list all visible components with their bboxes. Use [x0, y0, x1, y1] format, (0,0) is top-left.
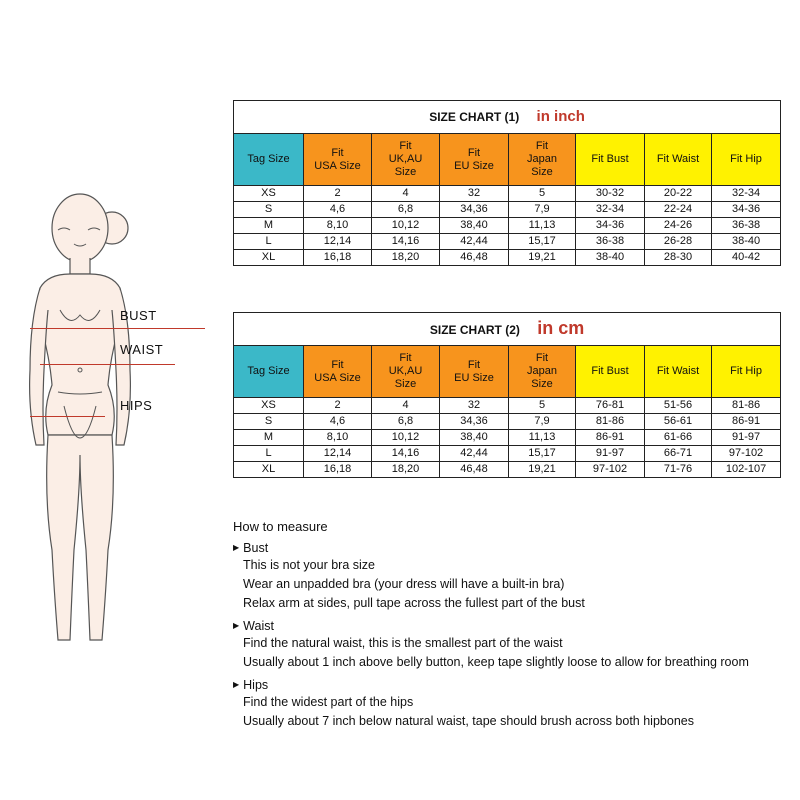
triangle-bullet-icon: ▶ [233, 680, 240, 689]
table-cell: 20-22 [645, 186, 712, 202]
measure-section-title [233, 539, 800, 556]
table-row [234, 414, 781, 430]
how-to-measure-heading: How to measure [233, 519, 328, 534]
table-row [234, 234, 781, 250]
table-cell: 15,17 [509, 234, 576, 250]
table-cell: 46,48 [440, 462, 509, 478]
header-usa-size: Fit USA Size [304, 134, 372, 186]
table-cell: 8,10 [304, 218, 372, 234]
table-cell: XL [234, 250, 304, 266]
table-cell: 86-91 [712, 414, 781, 430]
table-cell: 6,8 [372, 414, 440, 430]
table-cell: 4 [372, 398, 440, 414]
table-cell: 36-38 [576, 234, 645, 250]
table-cell: 4,6 [304, 414, 372, 430]
table-cell: 10,12 [372, 218, 440, 234]
table-cell: 46,48 [440, 250, 509, 266]
chart2-title: SIZE CHART (2) [429, 322, 520, 337]
table-cell: 97-102 [712, 446, 781, 462]
header-tag-size: Tag Size [234, 134, 304, 186]
table-cell: 56-61 [645, 414, 712, 430]
chart2-body [234, 398, 781, 478]
table-cell: 38,40 [440, 218, 509, 234]
measure-section [233, 617, 800, 672]
waist-label: WAIST [120, 342, 164, 357]
table-cell: 22-24 [645, 202, 712, 218]
table-cell: M [234, 218, 304, 234]
table-cell: 81-86 [712, 398, 781, 414]
table-cell: 2 [304, 398, 372, 414]
table-cell: 32 [440, 398, 509, 414]
table-cell: 16,18 [304, 462, 372, 478]
table-cell: 42,44 [440, 446, 509, 462]
body-figure-illustration [0, 170, 230, 660]
table-cell: 86-91 [576, 430, 645, 446]
table-cell: 71-76 [645, 462, 712, 478]
table-cell: L [234, 234, 304, 250]
table-cell: 12,14 [304, 234, 372, 250]
section-title-text: Hips [243, 677, 269, 692]
size-chart-cm [233, 312, 781, 478]
triangle-bullet-icon: ▶ [233, 621, 240, 630]
table-cell: 6,8 [372, 202, 440, 218]
chart2-unit: in cm [537, 317, 585, 338]
header-japan-size: Fit Japan Size [509, 346, 576, 398]
table-cell: XS [234, 398, 304, 414]
instruction-line: Find the natural waist, this is the smallest part of the waist [243, 636, 563, 650]
table-cell: 15,17 [509, 446, 576, 462]
table-cell: 24-26 [645, 218, 712, 234]
table-cell: S [234, 414, 304, 430]
table-cell: S [234, 202, 304, 218]
table-cell: 7,9 [509, 414, 576, 430]
chart1-header-row [234, 134, 781, 186]
instruction-line: Usually about 7 inch below natural waist, tape should brush across both hipbones [243, 714, 694, 728]
table-cell: 32-34 [576, 202, 645, 218]
table-cell: 38-40 [712, 234, 781, 250]
table-cell: 5 [509, 186, 576, 202]
table-cell: 51-56 [645, 398, 712, 414]
table-cell: 12,14 [304, 446, 372, 462]
table-cell: 40-42 [712, 250, 781, 266]
header-fit-bust: Fit Bust [576, 134, 645, 186]
hips-line [30, 416, 105, 417]
table-cell: 8,10 [304, 430, 372, 446]
how-to-measure [233, 519, 800, 731]
size-chart-inch [233, 100, 781, 266]
section-title-text: Bust [243, 540, 269, 555]
table-cell: 4 [372, 186, 440, 202]
table-cell: 66-71 [645, 446, 712, 462]
table-row [234, 430, 781, 446]
header-fit-waist: Fit Waist [645, 134, 712, 186]
bust-label: BUST [120, 308, 157, 323]
table-cell: 16,18 [304, 250, 372, 266]
table-cell: 34-36 [712, 202, 781, 218]
table-cell: 102-107 [712, 462, 781, 478]
table-row [234, 250, 781, 266]
table-cell: 38,40 [440, 430, 509, 446]
table-cell: 32-34 [712, 186, 781, 202]
table-row [234, 202, 781, 218]
measure-section-title [233, 617, 800, 634]
header-fit-bust: Fit Bust [576, 346, 645, 398]
table-cell: 91-97 [712, 430, 781, 446]
chart1-body [234, 186, 781, 266]
header-fit-hip: Fit Hip [712, 134, 781, 186]
table-cell: 42,44 [440, 234, 509, 250]
hips-label: HIPS [120, 398, 153, 413]
header-eu-size: Fit EU Size [440, 134, 509, 186]
header-fit-waist: Fit Waist [645, 346, 712, 398]
table-cell: 18,20 [372, 462, 440, 478]
table-row [234, 186, 781, 202]
instruction-line: Find the widest part of the hips [243, 695, 414, 709]
woman-figure-drawing [0, 170, 230, 660]
header-eu-size: Fit EU Size [440, 346, 509, 398]
table-cell: 81-86 [576, 414, 645, 430]
table-cell: 91-97 [576, 446, 645, 462]
table-cell: XS [234, 186, 304, 202]
table-row [234, 446, 781, 462]
instruction-line: Usually about 1 inch above belly button, keep tape slightly loose to allow for breathing room [243, 655, 749, 669]
header-tag-size: Tag Size [234, 346, 304, 398]
header-usa-size: Fit USA Size [304, 346, 372, 398]
instruction-line: Relax arm at sides, pull tape across the fullest part of the bust [243, 596, 585, 610]
table-cell: 28-30 [645, 250, 712, 266]
table-cell: 5 [509, 398, 576, 414]
table-row [234, 462, 781, 478]
chart1-unit: in inch [536, 108, 585, 125]
bust-line [30, 328, 205, 329]
table-cell: 11,13 [509, 218, 576, 234]
table-cell: 30-32 [576, 186, 645, 202]
table-cell: 4,6 [304, 202, 372, 218]
table-row [234, 218, 781, 234]
table-cell: 32 [440, 186, 509, 202]
table-cell: L [234, 446, 304, 462]
table-cell: 36-38 [712, 218, 781, 234]
table-cell: 34,36 [440, 202, 509, 218]
table-cell: 19,21 [509, 250, 576, 266]
table-cell: 10,12 [372, 430, 440, 446]
table-cell: 11,13 [509, 430, 576, 446]
header-japan-size: Fit Japan Size [509, 134, 576, 186]
header-fit-hip: Fit Hip [712, 346, 781, 398]
section-title-text: Waist [243, 618, 274, 633]
table-cell: 97-102 [576, 462, 645, 478]
table-cell: 26-28 [645, 234, 712, 250]
waist-line [40, 364, 175, 365]
chart1-title: SIZE CHART (1) [429, 110, 520, 124]
table-cell: 7,9 [509, 202, 576, 218]
header-uk-size: Fit UK,AU Size [372, 346, 440, 398]
header-uk-size: Fit UK,AU Size [372, 134, 440, 186]
instruction-line: Wear an unpadded bra (your dress will have a built-in bra) [243, 577, 565, 591]
table-cell: 38-40 [576, 250, 645, 266]
triangle-bullet-icon: ▶ [233, 543, 240, 552]
chart2-header-row [234, 346, 781, 398]
table-cell: 61-66 [645, 430, 712, 446]
table-cell: 34-36 [576, 218, 645, 234]
instruction-line: This is not your bra size [243, 558, 375, 572]
table-cell: 18,20 [372, 250, 440, 266]
measure-section [233, 676, 800, 731]
measure-sections [233, 539, 800, 731]
table-cell: 76-81 [576, 398, 645, 414]
table-cell: M [234, 430, 304, 446]
chart1-title-cell [234, 101, 781, 134]
table-cell: 2 [304, 186, 372, 202]
table-cell: XL [234, 462, 304, 478]
table-cell: 14,16 [372, 234, 440, 250]
measure-section [233, 539, 800, 613]
table-cell: 34,36 [440, 414, 509, 430]
chart2-title-cell [234, 313, 781, 346]
table-cell: 19,21 [509, 462, 576, 478]
measure-section-title [233, 676, 800, 693]
table-cell: 14,16 [372, 446, 440, 462]
table-row [234, 398, 781, 414]
